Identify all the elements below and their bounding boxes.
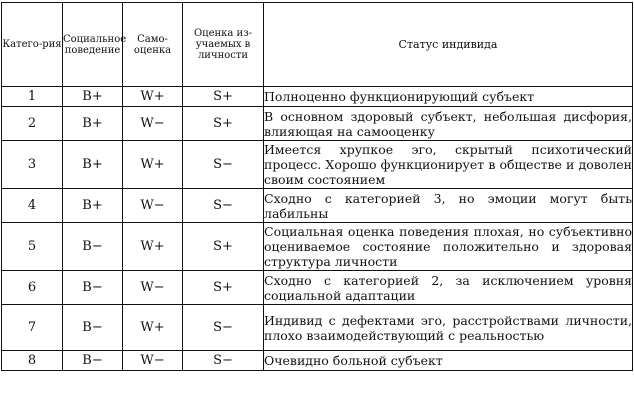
structure-cell: S+ xyxy=(183,271,264,305)
status-description-cell: Сходно с категорией 3, но эмоции могут быть лабильны xyxy=(264,190,632,221)
self-assessment-cell: W− xyxy=(123,107,183,141)
table-row xyxy=(2,189,633,223)
structure-cell: S+ xyxy=(183,223,264,271)
header-status: Статус индивида xyxy=(264,3,633,87)
behavior-cell: B− xyxy=(63,223,123,271)
structure-cell: S+ xyxy=(183,107,264,141)
self-assessment-cell: W− xyxy=(123,351,183,371)
table-row xyxy=(2,271,633,305)
self-assessment-cell: W− xyxy=(123,189,183,223)
status-description-cell: Полноценно функционирующий субъект xyxy=(264,87,633,107)
self-assessment-cell: W+ xyxy=(123,141,183,189)
behavior-cell: B+ xyxy=(63,141,123,189)
table-row xyxy=(2,107,633,141)
category-cell: 4 xyxy=(2,189,63,223)
behavior-cell: B+ xyxy=(63,107,123,141)
header-social-behavior: Социальное поведение xyxy=(63,3,123,87)
behavior-cell: B− xyxy=(63,305,123,351)
category-cell: 2 xyxy=(2,107,63,141)
status-description-cell: Социальная оценка поведения плохая, но субъективно оцениваемое состояние положительно и здоровая структура личности xyxy=(264,224,632,269)
structure-cell: S+ xyxy=(183,87,264,107)
header-self-assessment: Само-оценка xyxy=(123,3,183,87)
self-assessment-cell: W+ xyxy=(123,87,183,107)
category-cell: 1 xyxy=(2,87,63,107)
status-description-cell: Имеется хрупкое эго, скрытый психотический процесс. Хорошо функционирует в обществе и доволен своим состоянием xyxy=(264,142,632,187)
header-row xyxy=(2,3,633,87)
status-description-cell: В основном здоровый субъект, небольшая дисфория, влияющая на самооценку xyxy=(264,108,632,139)
structure-cell: S− xyxy=(183,305,264,351)
table-row xyxy=(2,351,633,371)
behavior-cell: B− xyxy=(63,351,123,371)
category-cell: 5 xyxy=(2,223,63,271)
self-assessment-cell: W− xyxy=(123,271,183,305)
category-cell: 7 xyxy=(2,305,63,351)
status-description-cell: Сходно с категорией 2, за исключением уровня социальной адаптации xyxy=(264,272,632,303)
structure-cell: S− xyxy=(183,351,264,371)
structure-cell: S− xyxy=(183,189,264,223)
self-assessment-cell: W+ xyxy=(123,305,183,351)
status-table xyxy=(1,2,633,371)
status-description-cell: Индивид с дефектами эго, расстройствами личности, плохо взаимодействующий с реальностью xyxy=(264,305,633,351)
table-row xyxy=(2,305,633,351)
category-cell: 6 xyxy=(2,271,63,305)
table-row xyxy=(2,223,633,271)
category-cell: 8 xyxy=(2,351,63,371)
header-category: Катего-рия xyxy=(2,3,63,87)
status-description-cell: Очевидно больной субъект xyxy=(264,351,633,371)
behavior-cell: B− xyxy=(63,271,123,305)
header-personality-structure: Оценка из-учаемых в личности xyxy=(183,3,264,87)
table-row xyxy=(2,87,633,107)
behavior-cell: B+ xyxy=(63,87,123,107)
table-row xyxy=(2,141,633,189)
self-assessment-cell: W+ xyxy=(123,223,183,271)
behavior-cell: B+ xyxy=(63,189,123,223)
category-cell: 3 xyxy=(2,141,63,189)
structure-cell: S− xyxy=(183,141,264,189)
